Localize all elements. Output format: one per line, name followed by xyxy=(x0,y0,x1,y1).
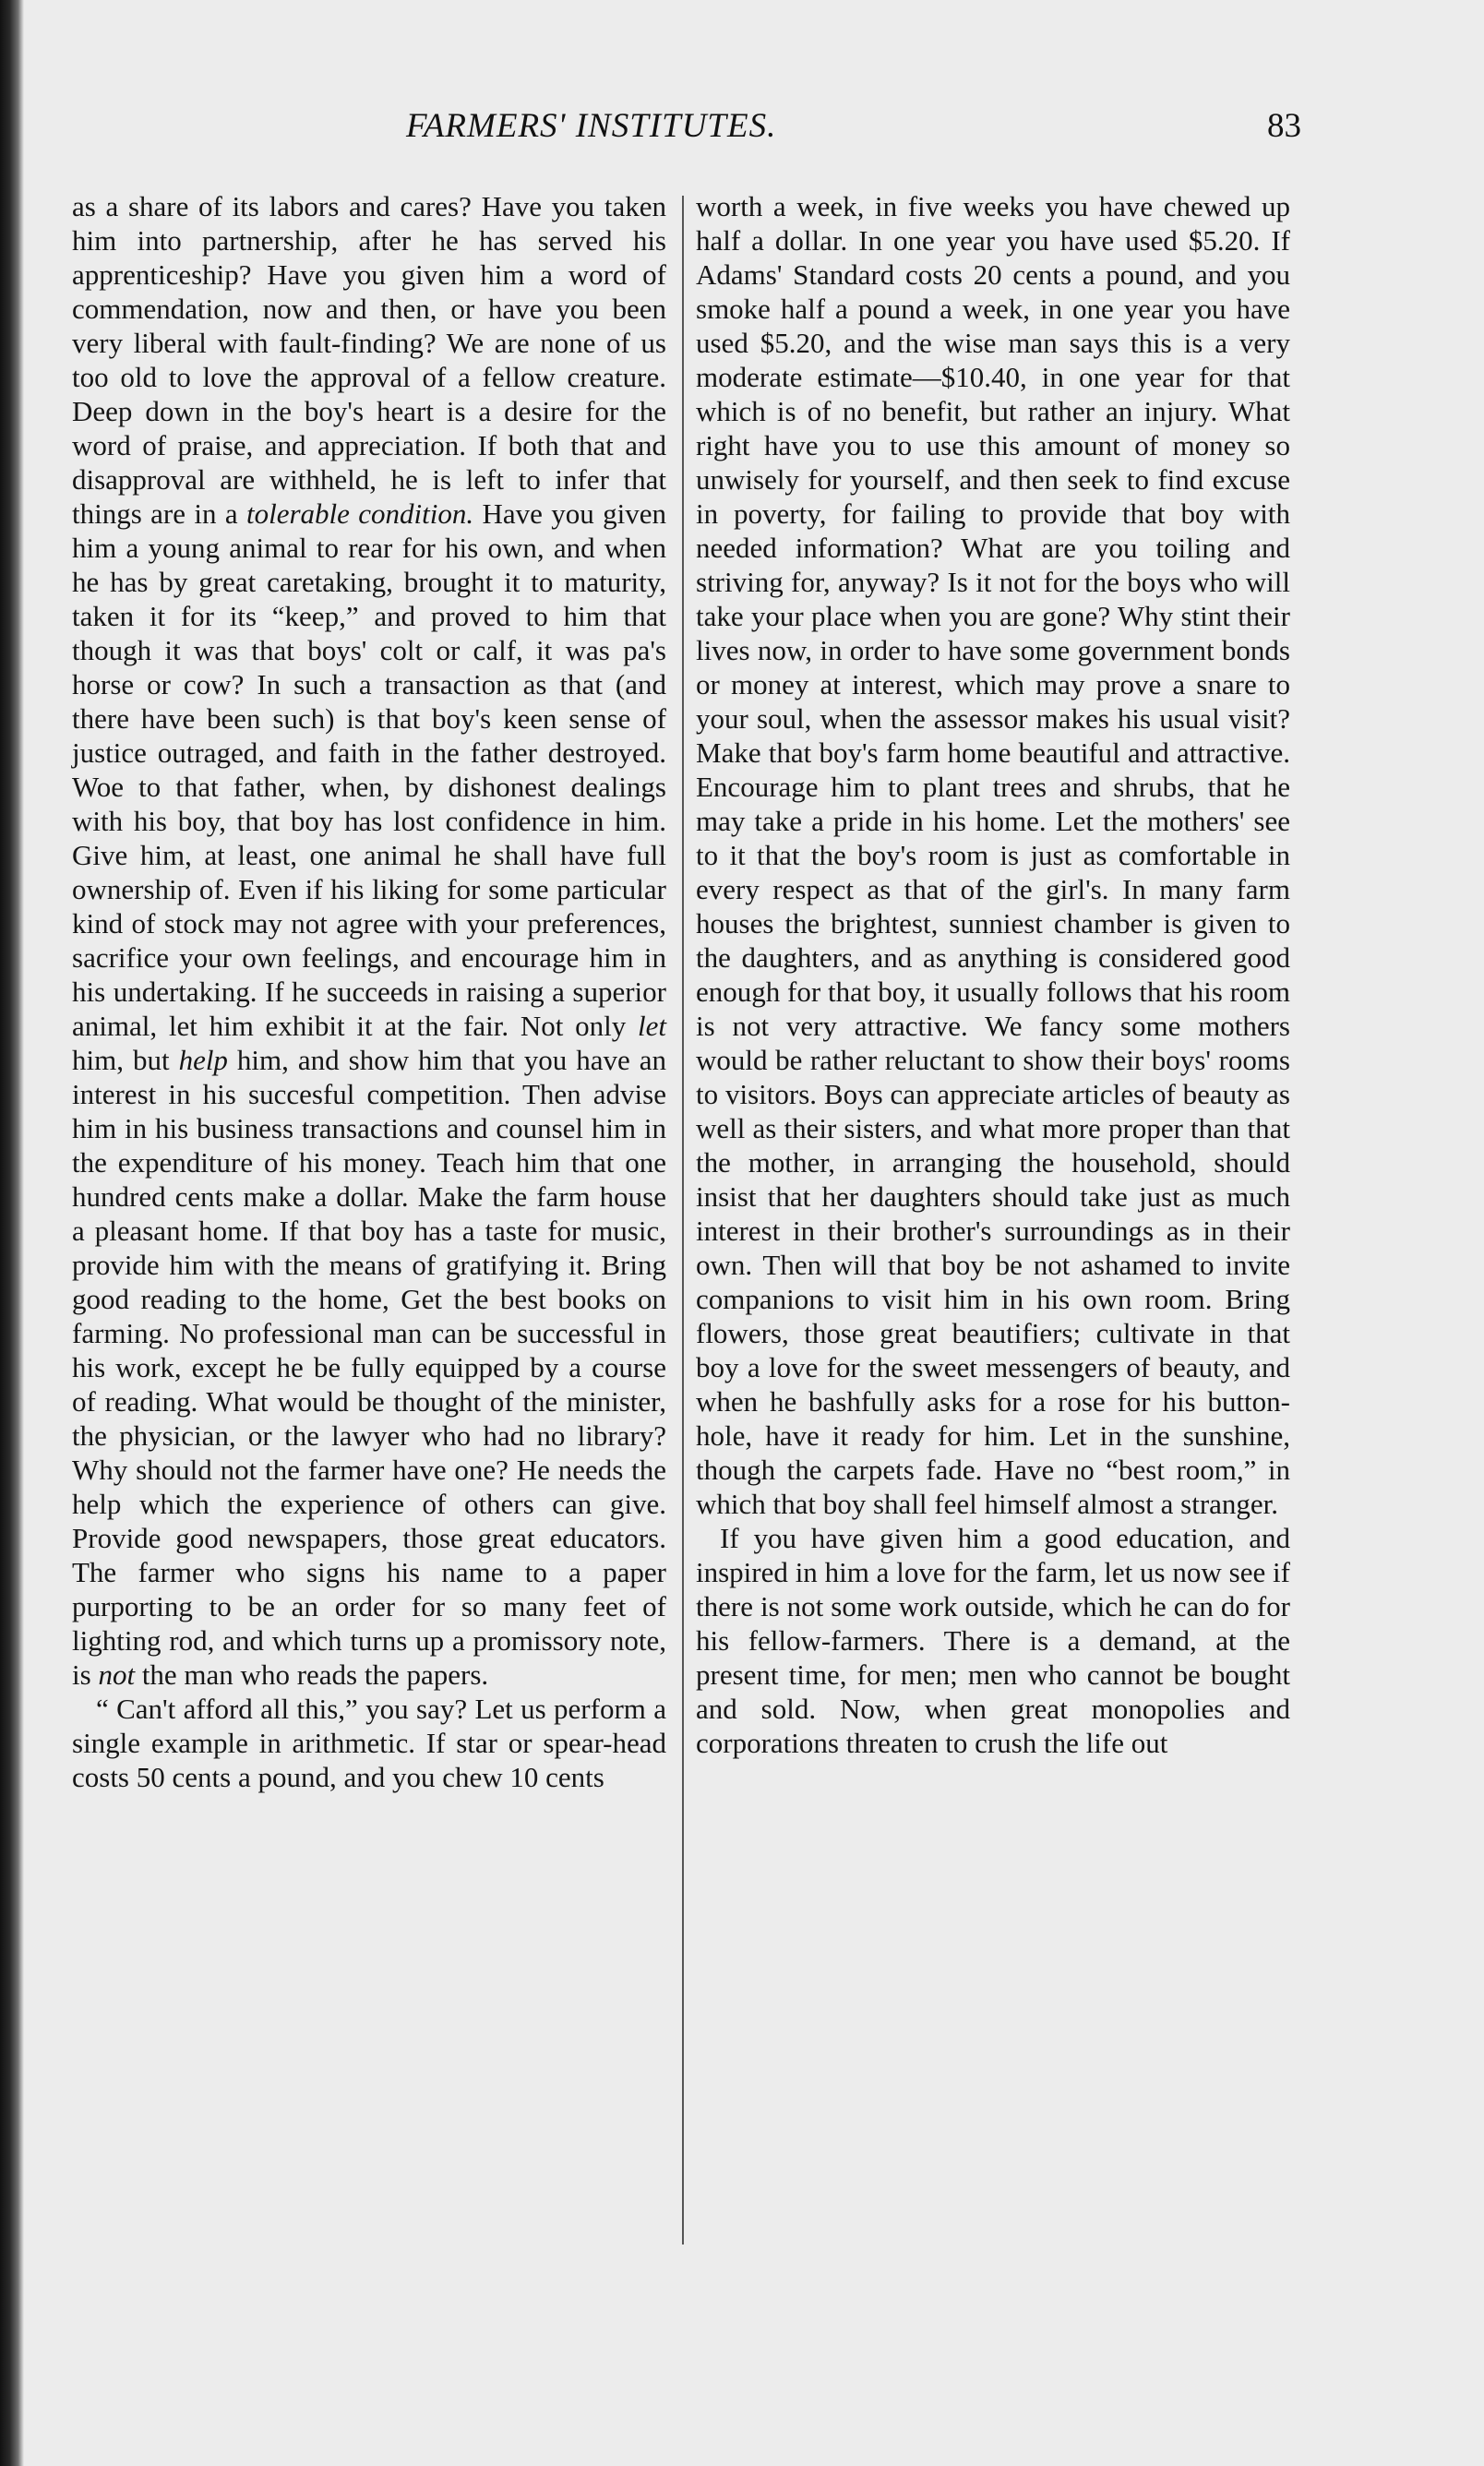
left-p1-italic-tolerable: tolerable condition. xyxy=(245,497,474,530)
left-p1-italic-help: help xyxy=(178,1044,228,1076)
right-column xyxy=(696,189,1290,1760)
left-p1-italic-not: not xyxy=(98,1658,136,1691)
left-p1-text-3: him, but xyxy=(72,1044,179,1076)
column-divider xyxy=(682,196,684,2245)
left-column xyxy=(72,189,666,1794)
left-paragraph-2: “ Can't afford all this,” you say? Let us perform a single example in arithmetic. If star or spear-head costs 50 cents a pound, and you chew 10 cents xyxy=(72,1693,666,1793)
left-p1-text-5: the man who reads the papers. xyxy=(135,1658,489,1691)
left-p1-text-2: Have you given him a young animal to rear for his own, and when he has by great caretaking, brought it to maturity, taken it for its “keep,” and proved to him that though it was that boys' colt or calf, it was pa's horse or cow? In such a transaction as that (and there have been such) is that boy's keen sense of justice outraged, and faith in the father destroyed. Woe to that father, when, by dishonest dealings with his boy, that boy has lost confidence in him. Give him, at least, one animal he shall have full ownership of. Even if his liking for some particular kind of stock may not agree with your preferences, sacrifice your own feelings, and encourage him in his undertaking. If he succeeds in raising a superior animal, let him exhibit it at the fair. Not only xyxy=(72,497,666,1042)
page-number: 83 xyxy=(1267,107,1301,145)
left-p1-italic-let: let xyxy=(638,1010,666,1042)
binding-shadow xyxy=(0,0,24,2466)
right-paragraph-2: If you have given him a good education, and inspired in him a love for the farm, let us now see if there is not some work outside, which he can do for his fellow-farmers. There is a demand, at the present time, for men; men who cannot be bought and sold. Now, when great monopolies and corporations threaten to crush the life out xyxy=(696,1522,1290,1759)
running-title: FARMERS' INSTITUTES. xyxy=(406,107,777,145)
right-paragraph-1: worth a week, in five weeks you have chewed up half a dollar. In one year you have used $5.20. If Adams' Standard costs 20 cents a pound, and you smoke half a pound a week, in one year you have used $5.20, and the wise man says this is a very moderate estimate—$10.40, in one year for that which is of no benefit, but rather an injury. What right have you to use this amount of money so unwisely for yourself, and then seek to find excuse in poverty, for failing to provide that boy with needed information? What are you toiling and striving for, anyway? Is it not for the boys who will take your place when you are gone? Why stint their lives now, in order to have some government bonds or money at interest, which may prove a snare to your soul, when the assessor makes his usual visit? Make that boy's farm home beautiful and attractive. Encourage him to plant trees and shrubs, that he may take a pride in his home. Let the mothers' see to it that the boy's room is just as comfortable in every respect as that of the girl's. In many farm houses the brightest, sunniest chamber is given to the daughters, and as anything is considered good enough for that boy, it usually follows that his room is not very attractive. We fancy some mothers would be rather reluctant to show their boys' rooms to visitors. Boys can appreciate articles of beauty as well as their sisters, and what more proper than that the mother, in arranging the household, should insist that her daughters should take just as much interest in their brother's surroundings as in their own. Then will that boy be not ashamed to invite companions to visit him in his own room. Bring flowers, those great beautifiers; cultivate in that boy a love for the sweet messengers of beauty, and when he bashfully asks for a rose for his button-hole, have it ready for him. Let in the sunshine, though the carpets fade. Have no “best room,” in which that boy shall feel himself almost a stranger. xyxy=(696,190,1290,1520)
running-head xyxy=(55,106,1301,152)
left-p1-text-4: him, and show him that you have an interest in his succesful competition. Then advise him in his business transactions and counsel him in the expenditure of his money. Teach him that one hundred cents make a dollar. Make the farm house a pleasant home. If that boy has a taste for music, provide him with the means of gratifying it. Bring good reading to the home, Get the best books on farming. No professional man can be successful in his work, except he be fully equipped by a course of reading. What would be thought of the minister, the physician, or the lawyer who had no library? Why should not the farmer have one? He needs the help which the experience of others can give. Provide good newspapers, those great educators. The farmer who signs his name to a paper purporting to be an order for so many feet of lighting rod, and which turns up a promissory note, is xyxy=(72,1044,666,1691)
left-paragraph-1 xyxy=(72,189,666,1692)
left-p1-text-1: as a share of its labors and cares? Have you taken him into partnership, after he has served his apprenticeship? Have you given him a word of commendation, now and then, or have you been very liberal with fault-finding? We are none of us too old to love the approval of a fellow creature. Deep down in the boy's heart is a desire for the word of praise, and appreciation. If both that and disapproval are withheld, he is left to infer that things are in a xyxy=(72,190,666,530)
